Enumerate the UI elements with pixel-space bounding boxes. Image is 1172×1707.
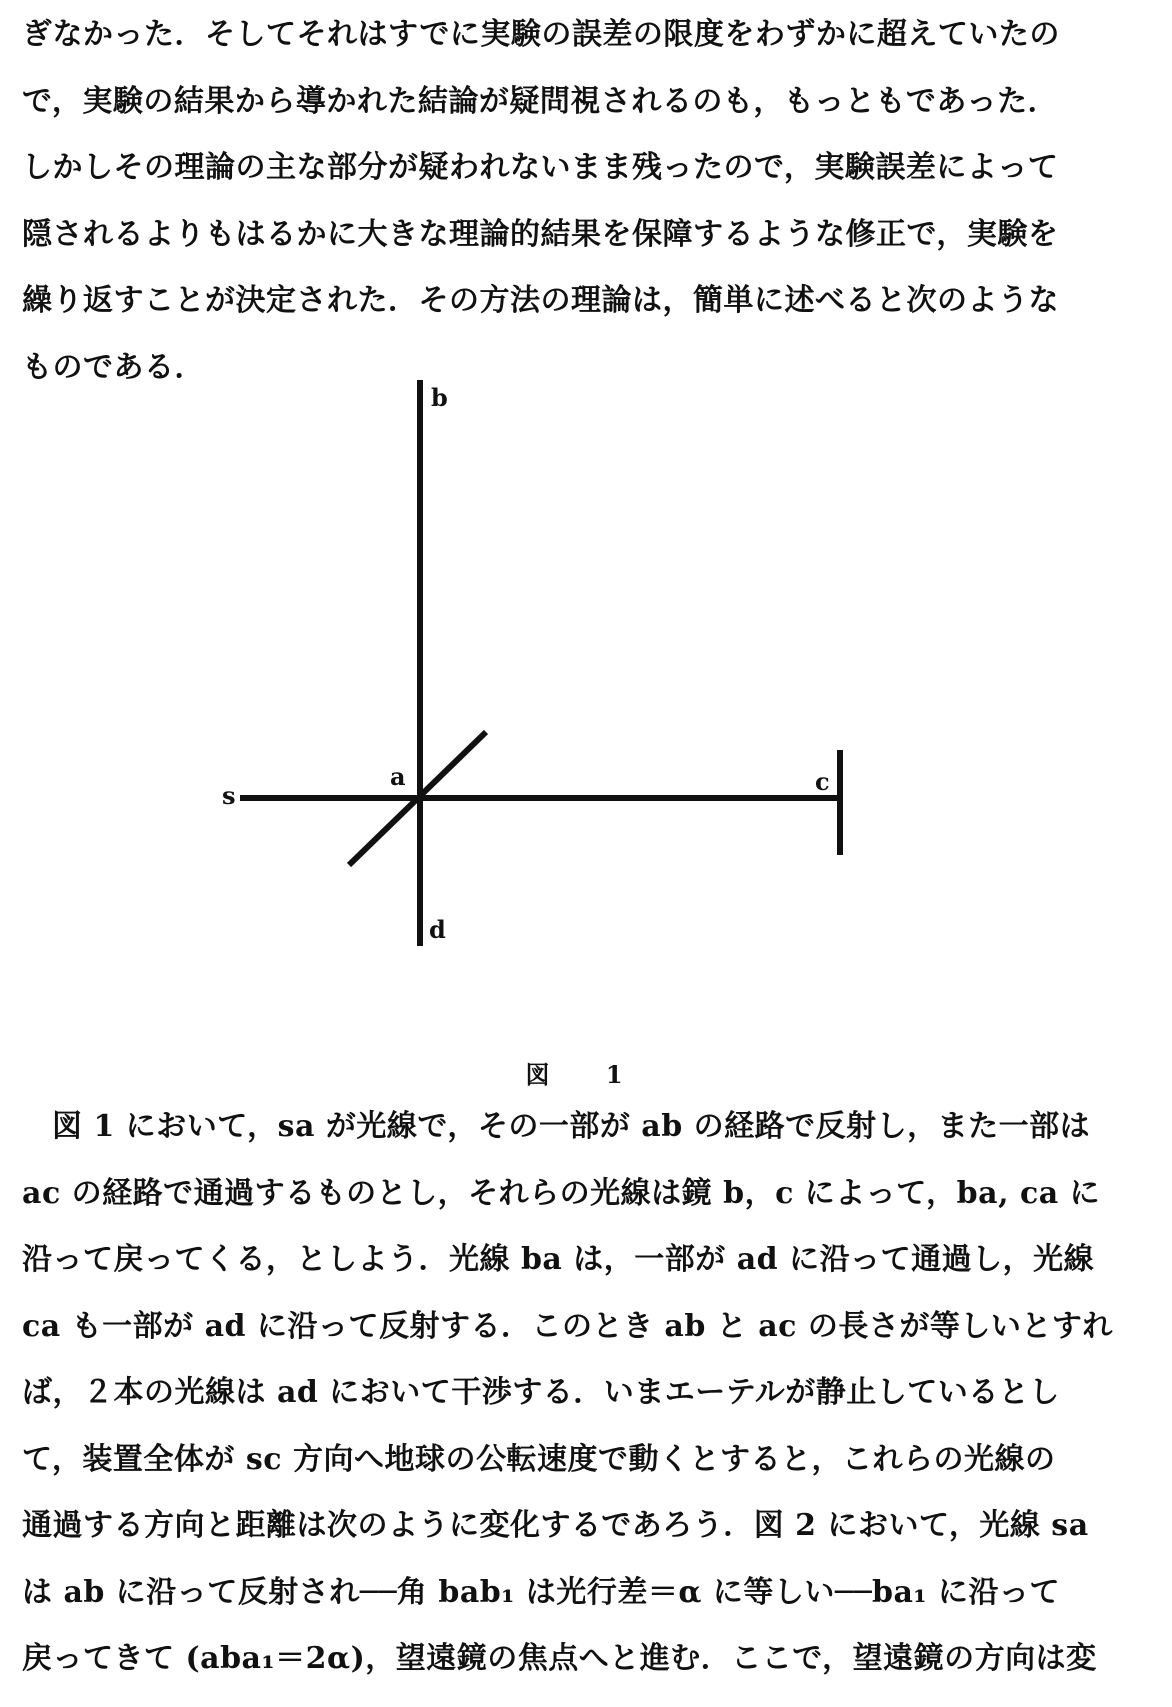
text-line: しかしその理論の主な部分が疑われないまま残ったので，実験誤差によって (22, 150, 1059, 185)
label-c: c (815, 767, 830, 796)
figure-caption: 図 1 (525, 1060, 647, 1089)
text-line: 隠されるよりもはるかに大きな理論的結果を保障するような修正で，実験を (22, 216, 1059, 252)
paragraph-1 (22, 2, 1150, 401)
diagram-svg (200, 380, 960, 1040)
label-b: b (431, 383, 448, 412)
label-a: a (390, 762, 406, 791)
interferometer-diagram (200, 380, 960, 1040)
text-line: 通過する方向と距離は次のように変化するであろう．図 2 において，光線 sa (22, 1508, 1089, 1543)
text-line: 戻ってきて (aba₁＝2α)，望遠鏡の焦点へと進む．ここで，望遠鏡の方向は変 (22, 1641, 1097, 1676)
text-line: ぎなかった．そしてそれはすでに実験の誤差の限度をわずかに超えていたの (22, 17, 1060, 52)
text-line: 図 1 において，sa が光線で，その一部が ab の経路で反射し，また一部は (52, 1109, 1091, 1144)
text-line: は ab に沿って反射され──角 bab₁ は光行差＝α に等しい──ba₁ に沿って (22, 1574, 1060, 1610)
text-line: 繰り返すことが決定された．その方法の理論は，簡単に述べると次のような (22, 283, 1059, 318)
label-d: d (429, 915, 446, 944)
paragraph-2 (22, 1094, 1150, 1693)
text-line: ac の経路で通過するものとし，それらの光線は鏡 b，c によって，ba, ca に (22, 1175, 1101, 1211)
text-line: 沿って戻ってくる，としよう．光線 ba は，一部が ad に沿って通過し，光線 (22, 1242, 1095, 1277)
text-line: で，実験の結果から導かれた結論が疑問視されるのも，もっともであった． (22, 83, 1059, 119)
text-line: て，装置全体が sc 方向へ地球の公転速度で動くとすると，これらの光線の (22, 1441, 1056, 1477)
text-line: ca も一部が ad に沿って反射する．このとき ab と ac の長さが等しいとすれ (22, 1308, 1113, 1344)
text-line: ものである． (22, 349, 205, 385)
text-line: ば，２本の光線は ad において干渉する．いまエーテルが静止しているとし (22, 1375, 1060, 1410)
label-s: s (222, 781, 236, 810)
